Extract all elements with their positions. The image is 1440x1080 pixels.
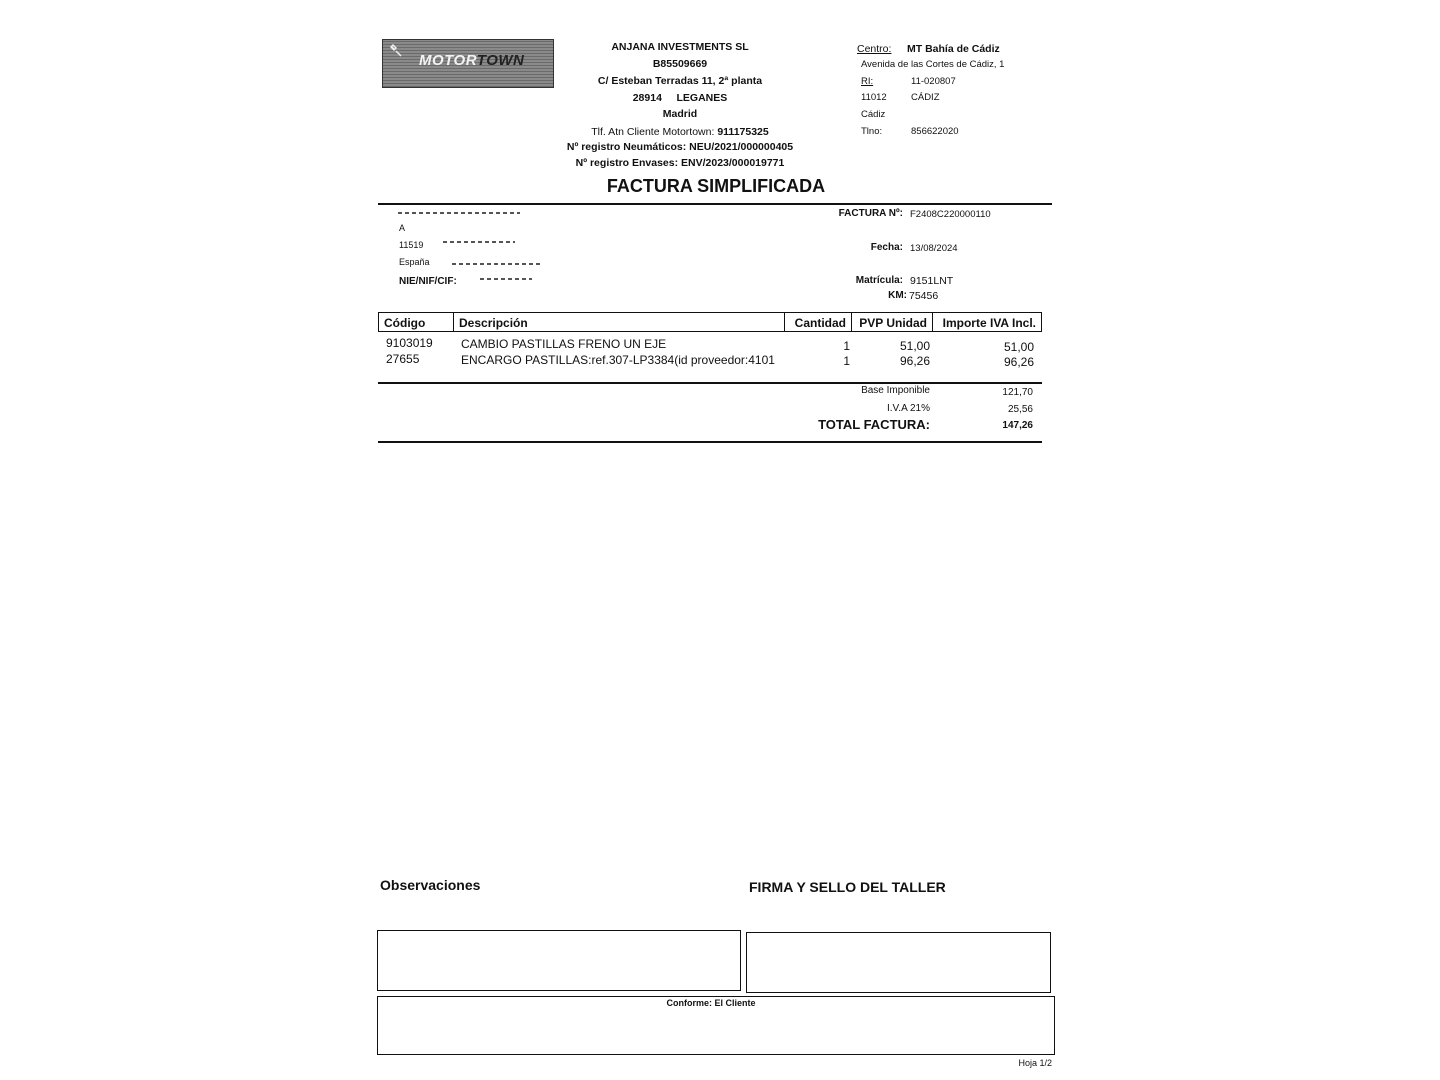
logo-text	[419, 52, 524, 69]
centro-ri-label: RI:	[861, 76, 874, 87]
centro-postcode: 11012	[861, 92, 887, 103]
invoice-number: F2408C220000110	[910, 209, 991, 220]
row-1-amount: 51,00	[1003, 340, 1034, 354]
centro-province: Cádiz	[861, 109, 886, 120]
centro-city: CÁDIZ	[911, 92, 940, 103]
phone-value: 911175325	[717, 126, 769, 138]
centro-name: MT Bahía de Cádiz	[907, 43, 1000, 55]
logo-text-motor: MOTOR	[419, 52, 477, 69]
page-number: Hoja 1/2	[1018, 1058, 1052, 1068]
customer-line-a: A	[399, 223, 406, 233]
firma-heading: FIRMA Y SELLO DEL TALLER	[749, 879, 946, 895]
table-header-rule	[378, 331, 1042, 332]
row-2-amount: 96,26	[1003, 355, 1034, 369]
total-label: TOTAL FACTURA:	[818, 417, 930, 432]
conforme-label: Conforme: El Cliente	[666, 998, 756, 1008]
row-1-code: 9103019	[386, 336, 433, 350]
totals-bottom-rule	[378, 441, 1042, 443]
row-1-desc: CAMBIO PASTILLAS FRENO UN EJE	[461, 337, 667, 351]
col-header-cantidad: Cantidad	[785, 313, 852, 332]
col-header-descripcion: Descripción	[454, 313, 785, 332]
totals-top-rule	[378, 382, 1042, 384]
wrench-logo-icon	[389, 44, 403, 58]
observaciones-box	[377, 930, 741, 991]
row-2-desc: ENCARGO PASTILLAS:ref.307-LP3384(id proveedor:4101	[461, 353, 775, 367]
redacted-customer-nif	[480, 278, 532, 280]
reg-neumaticos: Nº registro Neumáticos: NEU/2021/000000405	[566, 141, 794, 153]
plate-label: Matrícula:	[855, 275, 903, 286]
row-1-qty: 1	[843, 339, 850, 353]
company-name: ANJANA INVESTMENTS SL	[611, 41, 749, 53]
company-address: C/ Esteban Terradas 11, 2ª planta	[597, 75, 763, 87]
company-logo	[382, 39, 554, 88]
iva-value: 25,56	[1007, 404, 1033, 415]
document-title: FACTURA SIMPLIFICADA	[606, 176, 826, 196]
redacted-customer-name	[398, 212, 520, 214]
km-label: KM:	[888, 290, 907, 301]
row-2-qty: 1	[843, 354, 850, 368]
firma-box	[746, 932, 1051, 993]
company-cif: B85509669	[652, 58, 708, 70]
centro-tel: 856622020	[911, 126, 959, 137]
row-2-code: 27655	[386, 352, 420, 366]
title-rule	[378, 203, 1052, 205]
invoice-number-label: FACTURA Nº:	[838, 208, 903, 219]
invoice-date-label: Fecha:	[870, 242, 903, 253]
iva-label: I.V.A 21%	[887, 403, 930, 414]
base-value: 121,70	[1002, 387, 1033, 398]
col-header-pvp-unidad: PVP Unidad	[852, 313, 933, 332]
centro-label: Centro:	[857, 43, 892, 55]
observaciones-heading: Observaciones	[380, 877, 481, 893]
company-province: Madrid	[662, 108, 698, 120]
customer-country: España	[399, 257, 430, 267]
reg-envases: Nº registro Envases: ENV/2023/000019771	[575, 157, 785, 169]
redacted-customer-city	[452, 263, 542, 265]
customer-nif-label: NIE/NIF/CIF:	[399, 276, 457, 287]
centro-ri: 11-020807	[911, 76, 956, 87]
col-header-importe: Importe IVA Incl.	[933, 313, 1042, 332]
total-value: 147,26	[1002, 420, 1033, 431]
col-header-codigo: Código	[379, 313, 454, 332]
table-header-row	[379, 313, 1042, 332]
conforme-box	[377, 996, 1055, 1055]
logo-text-town: TOWN	[476, 52, 525, 69]
redacted-customer-street	[443, 241, 515, 243]
company-phone	[560, 126, 800, 138]
centro-address: Avenida de las Cortes de Cádiz, 1	[861, 59, 1005, 70]
km-value: 75456	[909, 290, 939, 302]
customer-postcode: 11519	[399, 240, 424, 250]
invoice-date: 13/08/2024	[910, 243, 958, 254]
plate-value: 9151LNT	[910, 275, 954, 287]
phone-label: Tlf. Atn Cliente Motortown:	[591, 126, 715, 138]
row-2-unit: 96,26	[899, 354, 930, 368]
company-city: 28914 LEGANES	[632, 92, 728, 104]
base-label: Base Imponible	[861, 385, 930, 396]
items-table	[378, 312, 1042, 332]
row-1-unit: 51,00	[899, 339, 930, 353]
centro-tel-label: Tlno:	[861, 126, 883, 137]
